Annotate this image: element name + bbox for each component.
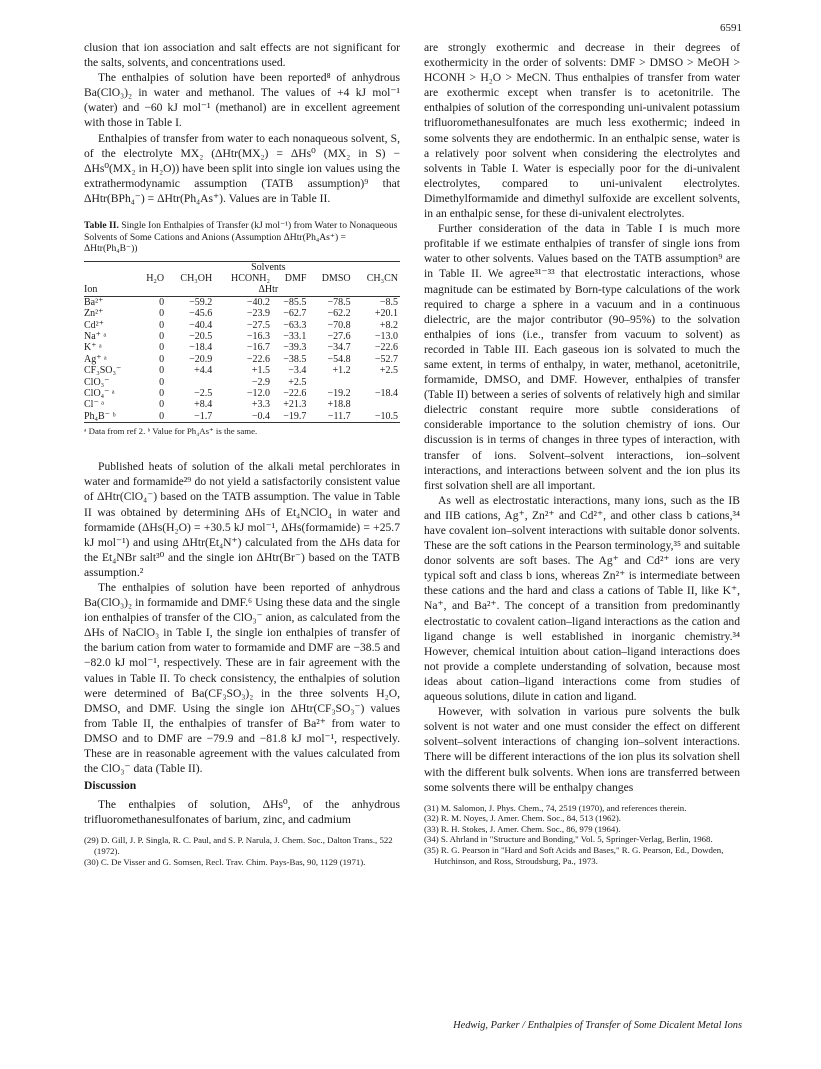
references: [424, 803, 740, 867]
paragraph: However, with solvation in various pure solvents the bulk solvent is not water and one must consider the effect on different solvent–solvent interactions of changing ion–solvent interactions. There will be different interactions of the ion plus its solvation shell with the different bulk solvents. When ions are transferred between some solvents there will be enthalpy changes: [424, 705, 740, 794]
paragraph: clusion that ion association and salt effects are not significant for the salts, solvents, and concentrations used.: [84, 41, 400, 70]
col-header: DMSO: [321, 272, 351, 284]
value-cell: −10.5: [353, 411, 400, 423]
ion-cell: Ba²⁺: [84, 296, 104, 308]
table-footnote: ᵃ Data from ref 2. ᵇ Value for Ph₄As⁺ is the same.: [84, 426, 258, 437]
reference-item: (35) R. G. Pearson in "Hard and Soft Acids and Bases," R. G. Pearson, Ed., Dowden, Hutchinson, and Ross, Stroudsburg, Pa., 1973.: [424, 845, 724, 866]
table-row: [84, 296, 400, 308]
value-cell: +3.3: [251, 399, 271, 411]
value-cell: [308, 377, 352, 388]
value-cell: −3.4: [288, 365, 307, 377]
value-cell: −54.8: [327, 353, 351, 365]
ion-cell: CF₃SO₃⁻: [84, 365, 122, 377]
reference-item: (33) R. H. Stokes, J. Amer. Chem. Soc., 86, 979 (1964).: [424, 823, 621, 834]
value-cell: −62.7: [283, 308, 307, 320]
table-caption-text: Single Ion Enthalpies of Transfer (kJ mol⁻¹) from Water to Nonaqueous Solvents of Some Cations and Anions (Assumption ΔHtr(Ph₄As⁺) = ΔHtr(Ph₄B⁻)): [84, 220, 398, 255]
right-column: [424, 40, 740, 866]
ion-cell: Cl⁻ ᵃ: [84, 399, 104, 411]
table-row: [84, 377, 400, 388]
col-header: DMF: [284, 272, 307, 284]
solvents-header: Solvents: [137, 261, 400, 273]
ion-cell: ClO₄⁻ ᵃ: [84, 388, 115, 399]
value-cell: 0: [159, 399, 165, 411]
value-cell: −18.4: [189, 342, 213, 354]
value-cell: −40.2: [246, 296, 271, 308]
reference-item: (34) S. Ahrland in "Structure and Bonding," Vol. 5, Springer-Verlag, Berlin, 1968.: [424, 834, 713, 845]
value-cell: −16.3: [246, 330, 271, 342]
value-cell: −62.2: [327, 308, 351, 320]
ion-header: Ion: [84, 284, 137, 296]
value-cell: −20.5: [189, 330, 213, 342]
value-cell: −70.8: [327, 319, 351, 331]
value-cell: −1.7: [166, 411, 214, 423]
value-cell: 0: [159, 330, 165, 342]
value-cell: +2.5: [288, 376, 307, 388]
col-header: HCONH₂: [230, 272, 271, 284]
value-cell: 0: [159, 296, 165, 308]
value-cell: [353, 399, 400, 410]
paragraph: The enthalpies of solution, ΔHs⁰, of the anhydrous trifluoromethanesulfonates of barium, zinc, and cadmium: [84, 798, 400, 827]
value-cell: +20.1: [374, 308, 398, 320]
references: [84, 835, 400, 867]
value-cell: +8.2: [379, 319, 398, 331]
table-caption-label: Table II.: [84, 220, 119, 232]
value-cell: −38.5: [283, 353, 307, 365]
table-row: [84, 331, 400, 342]
value-cell: −13.0: [374, 330, 398, 342]
value-cell: −85.5: [283, 296, 307, 308]
ion-cell: Ag⁺ ᵃ: [84, 353, 107, 365]
reference-item: (32) R. M. Noyes, J. Amer. Chem. Soc., 84, 513 (1962).: [424, 813, 621, 824]
value-cell: −12.0: [246, 388, 271, 399]
value-cell: +2.5: [379, 365, 398, 377]
table-row: [84, 365, 400, 376]
table-caption: [84, 220, 400, 255]
section-heading: Discussion: [84, 779, 137, 793]
value-cell: +8.4: [194, 399, 213, 411]
ion-cell: Na⁺ ᵃ: [84, 330, 107, 342]
value-cell: +21.3: [283, 399, 307, 411]
value-cell: −40.4: [189, 319, 213, 331]
paragraph: The enthalpies of solution have been reported⁸ of anhydrous Ba(ClO₃)₂ in water and methanol. The values of +4 kJ mol⁻¹ (water) and −60 kJ mol⁻¹ (methanol) are in excellent agreement with those in Table I.: [84, 71, 400, 130]
enthalpy-table: [84, 261, 400, 424]
value-cell: −27.6: [327, 330, 351, 342]
paragraph: The enthalpies of solution have been reported of anhydrous Ba(ClO₃)₂ in formamide and DMF.⁶ Using these data and the single ion enthalpies of transfer of the ClO₃⁻ anion, as calculated from the ΔHs of NaClO₃ in Table I, the single ion enthalpies of transfer of the barium cation from water to formamide and DMF are −38.5 and −82.0 kJ mol⁻¹, respectively. These are in fair agreement with the values in Table II. To check consistency, the enthalpies of solution were determined of Ba(CF₃SO₃)₂ in the three solvents H₂O, DMSO, and DMF. Using the single ion ΔHtr(CF₃SO₃⁻) values from Table II, the enthalpies of transfer of Ba²⁺ from water to DMSO and to DMF are −79.9 and −81.8 kJ mol⁻¹, respectively. These are in reasonable agreement with the values calculated from the ClO₃⁻ data (Table II).: [84, 580, 400, 776]
value-cell: −78.5: [327, 296, 351, 308]
value-cell: −16.7: [246, 342, 271, 354]
table-row: [84, 308, 400, 319]
value-cell: −22.6: [246, 353, 271, 365]
value-cell: +4.4: [194, 365, 213, 377]
col-header: CH₃CN: [366, 272, 398, 284]
paragraph: Published heats of solution of the alkali metal perchlorates in water and formamide²⁹ do not yield a satisfactorily consistent value of ΔHtr(ClO₄⁻) based on the TATB assumption. The value in Table II was obtained by determining ΔHs of Et₄NClO₄ in water and formamide (ΔHs(H₂O) = +30.5 kJ mol⁻¹, ΔHs(formamide) = +25.7 kJ mol⁻¹) and using ΔHtr(Et₄N⁺) calculated from the ΔHs data for the Et₄NBr salt³⁰ and the single ion ΔHtr(Br⁻) based on the TATB assumption.²: [84, 460, 400, 579]
value-cell: −2.9: [251, 376, 271, 388]
value-cell: −63.3: [283, 319, 307, 331]
value-cell: 0: [159, 319, 165, 331]
col-header: CH₃OH: [180, 272, 213, 284]
value-cell: −27.5: [246, 319, 271, 331]
paragraph: are strongly exothermic and decrease in their degrees of exothermicity in the order of solvents: DMF > DMSO > MeOH > HCONH > H₂O > MeCN. Thus enthalpies of transfer from water are exothermic except when transfer is to acetonitrile. The enthalpies of solution of the corresponding uni-univalent potassium trifluoromethanesulfonates are much less exothermic; indeed in some solvents they are endothermic. In an enthalpic sense, water is a relatively poor solvent when considering the electrolytes and solvents in Table I. Water is especially poor for the di-univalent electrolytes, compared to uni-univalent electrolytes. Dimethylformamide and dimethyl sulfoxide are excellent solvents, in an enthalpic sense, for these di-univalent electrolytes.: [424, 41, 740, 221]
value-cell: +1.5: [251, 365, 271, 377]
dh-header: ΔHtr: [137, 284, 400, 296]
value-cell: −2.5: [194, 388, 213, 399]
ion-cell: K⁺ ᵃ: [84, 342, 102, 354]
table-row: [84, 342, 400, 353]
value-cell: [166, 377, 214, 388]
value-cell: +1.2: [332, 365, 351, 377]
reference-item: (29) D. Gill, J. P. Singla, R. C. Paul, and S. P. Narula, J. Chem. Soc., Dalton Trans., 522 (1972).: [84, 835, 393, 857]
value-cell: −19.7: [272, 411, 308, 423]
ion-cell: Ph₄B⁻ ᵇ: [84, 411, 137, 423]
reference-item: (30) C. De Visser and G. Somsen, Recl. Trav. Chim. Pays-Bas, 90, 1129 (1971).: [84, 856, 366, 867]
value-cell: −33.1: [283, 330, 307, 342]
value-cell: −22.6: [374, 342, 398, 354]
value-cell: 0: [159, 308, 165, 320]
paragraph: As well as electrostatic interactions, many ions, such as the IB and IIB cations, Ag⁺, Zn²⁺ and Cd²⁺, and other class b cations,³⁴ have covalent ion–solvent interactions with suitable donor solvents. These are the soft cations in the Pearson terminology,³⁵ and suitable donor solvents are soft bases. The Ag⁺ and Cd²⁺ ions are very typical soft and class b ions, whereas Zn²⁺ is intermediate between these cations and the hard and class a cations of Table II, like K⁺, Na⁺, and Ba²⁺. The concept of a transition from predominantly electrostatic to covalent cation–ligand interactions as the cation and ligand change is well established in inorganic chemistry.³⁴ However, chemical intuition about cation–ligand interactions does not provide a complete understanding of solvation, because most ideas about cation–ligand interactions come from studies of aqueous solutions, dilute in cation and ligand.: [424, 493, 740, 704]
table-row: [84, 388, 400, 399]
value-cell: 0: [159, 353, 165, 365]
table-row: [84, 354, 400, 365]
paragraph: Enthalpies of transfer from water to each nonaqueous solvent, S, of the electrolyte MX₂ (ΔHtr(MX₂) = ΔHs⁰ (MX₂ in S) − ΔHs⁰(MX₂ in H₂O)) have been split into single ion values using the extrathermodynamic assumption (TATB assumption)⁹ that ΔHtr(BPh₄⁻) = ΔHtr(Ph₄As⁺). Values are in Table II.: [84, 131, 400, 205]
value-cell: −20.9: [189, 353, 213, 365]
value-cell: −39.3: [283, 342, 307, 354]
value-cell: −52.7: [374, 353, 398, 365]
value-cell: −45.6: [189, 308, 213, 320]
table-row: [84, 320, 400, 331]
value-cell: −11.7: [308, 411, 352, 423]
paragraph: Further consideration of the data in Table I is much more profitable if we estimate enthalpies of transfer of single ions from water to other solvents. Values based on the TATB assumption⁹ are in Table II. We agree³¹⁻³³ that electrostatic interactions, whose magnitude can be estimated by Born-type calculations of the work required to charge a sphere in a vacuum and in a continuous dielectric, are the major contributor (90–95%) to the solvation enthalpies of ions (i.e., transfer from vacuum to solvent) as recorded in Table III. Each gaseous ion is solvated to much the same extent, in terms of enthalpy, in water, methanol, acetonitrile, formamide, DMSO, and DMF. However, enthalpies of transfer (Table II) between a series of solvents of relatively high and similar dielectric constant require more subtle considerations of considerable importance to the solution chemistry of ions. Our discussion is in terms of changes in three types of interaction, with transfer of ions. Solvent–solvent interactions, ion–solvent interactions, and interactions between solvent and the ion plus its first solvation shell are all important.: [424, 222, 740, 492]
ion-cell: Zn²⁺: [84, 308, 104, 320]
page-number: 6591: [720, 22, 742, 34]
value-cell: 0: [159, 342, 165, 354]
value-cell: −59.2: [189, 296, 213, 308]
table-row: [84, 411, 400, 423]
value-cell: −34.7: [327, 342, 351, 354]
value-cell: −18.4: [374, 388, 398, 399]
col-header: H₂O: [146, 272, 165, 284]
value-cell: −22.6: [283, 388, 307, 399]
value-cell: [353, 377, 400, 388]
ion-cell: ClO₃⁻: [84, 376, 110, 388]
left-column: [84, 40, 400, 867]
value-cell: −8.5: [379, 296, 398, 308]
value-cell: +18.8: [327, 399, 351, 411]
value-cell: 0: [159, 388, 165, 399]
value-cell: −23.9: [246, 308, 271, 320]
ion-cell: Cd²⁺: [84, 319, 104, 331]
value-cell: 0: [159, 376, 165, 388]
table-row: [84, 399, 400, 410]
value-cell: −19.2: [327, 388, 351, 399]
reference-item: (31) M. Salomon, J. Phys. Chem., 74, 2519 (1970), and references therein.: [424, 802, 687, 813]
value-cell: 0: [159, 365, 165, 377]
running-footer: Hedwig, Parker / Enthalpies of Transfer of Some Dicalent Metal Ions: [453, 1020, 742, 1031]
value-cell: −0.4: [214, 411, 272, 423]
value-cell: 0: [137, 411, 166, 423]
